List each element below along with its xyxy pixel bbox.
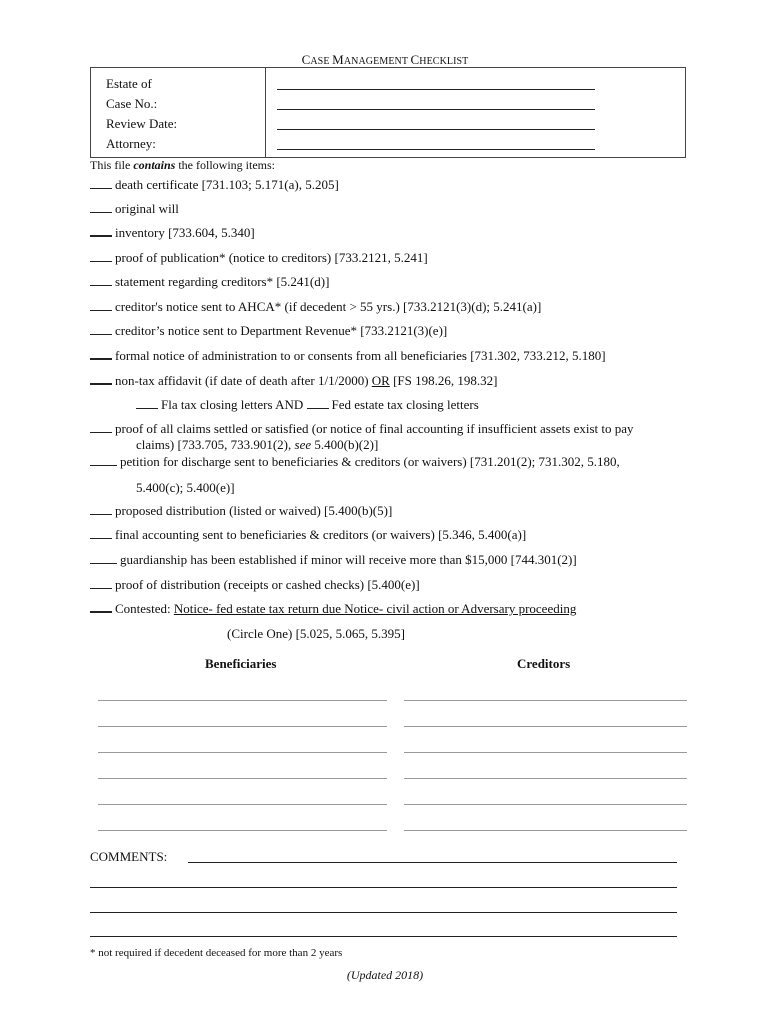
case-no-label: Case No.: [106, 96, 158, 111]
comments-line[interactable] [90, 936, 677, 937]
checkbox-blank[interactable] [90, 225, 112, 237]
creditor-line[interactable] [404, 752, 687, 753]
checkbox-blank[interactable] [90, 178, 112, 189]
item-original-will: original will [90, 201, 179, 217]
comments-label: COMMENTS: [90, 849, 168, 864]
item-contested: Contested: Notice- fed estate tax return due Notice- civil action or Adversary proceeding [90, 601, 576, 617]
page-title: CASE MANAGEMENT CHECKLIST [301, 52, 469, 67]
creditor-line[interactable] [404, 830, 687, 831]
item-statement-creditors: statement regarding creditors* [5.241(d)] [90, 274, 329, 290]
beneficiary-line[interactable] [98, 804, 387, 805]
attorney-field[interactable] [277, 149, 595, 150]
checkbox-blank[interactable] [90, 553, 117, 564]
item-guardianship: guardianship has been established if minor will receive more than $15,000 [744.301(2)] [90, 552, 577, 568]
item-proof-claims: proof of all claims settled or satisfied (or notice of final accounting if insufficient assets exist to pay [90, 421, 634, 437]
checkbox-blank[interactable] [90, 601, 112, 613]
review-date-label: Review Date: [106, 116, 178, 131]
creditor-line[interactable] [404, 700, 687, 701]
estate-field[interactable] [277, 89, 595, 90]
footnote: * not required if decedent deceased for more than 2 years [90, 947, 343, 959]
item-notice-ahca: creditor's notice sent to AHCA* (if decedent > 55 yrs.) [733.2121(3)(d); 5.241(a)] [90, 299, 541, 315]
item-proof-distribution: proof of distribution (receipts or cashed checks) [5.400(e)] [90, 577, 420, 593]
item-petition-discharge-cont: 5.400(c); 5.400(e)] [136, 480, 235, 495]
item-death-certificate: death certificate [731.103; 5.171(a), 5.205] [90, 177, 339, 193]
item-formal-notice: formal notice of administration to or consents from all beneficiaries [731.302, 733.212, 5.180] [90, 348, 606, 364]
item-non-tax-affidavit: non-tax affidavit (if date of death after 1/1/2000) OR [FS 198.26, 198.32] [90, 373, 497, 389]
updated-note: (Updated 2018) [346, 968, 424, 982]
checkbox-blank[interactable] [90, 422, 112, 433]
checkbox-blank[interactable] [90, 300, 112, 311]
checkbox-blank[interactable] [90, 373, 112, 385]
item-proof-publication: proof of publication* (notice to creditors) [733.2121, 5.241] [90, 250, 428, 266]
comments-line[interactable] [188, 862, 677, 863]
estate-row [91, 76, 685, 96]
checkbox-blank[interactable] [90, 504, 112, 515]
creditors-heading: Creditors [517, 656, 571, 671]
review-date-field[interactable] [277, 129, 595, 130]
beneficiaries-heading: Beneficiaries [205, 656, 277, 671]
attorney-row [91, 136, 685, 156]
checkbox-blank[interactable] [90, 455, 117, 466]
checkbox-blank[interactable] [90, 578, 112, 589]
case-info-box [90, 67, 686, 158]
checkbox-blank[interactable] [136, 398, 158, 409]
item-inventory: inventory [733.604, 5.340] [90, 225, 255, 241]
comments-line[interactable] [90, 912, 677, 913]
item-notice-revenue: creditor’s notice sent to Department Revenue* [733.2121(3)(e)] [90, 323, 447, 339]
item-tax-closing-letters: Fla tax closing letters AND Fed estate tax closing letters [136, 397, 479, 413]
item-final-accounting: final accounting sent to beneficiaries & creditors (or waivers) [5.346, 5.400(a)] [90, 527, 526, 543]
beneficiary-line[interactable] [98, 726, 387, 727]
creditor-line[interactable] [404, 778, 687, 779]
contested-options[interactable]: Notice- fed estate tax return due Notice- civil action or Adversary proceeding [173, 601, 577, 616]
beneficiary-line[interactable] [98, 778, 387, 779]
checkbox-blank[interactable] [90, 202, 112, 213]
checkbox-blank[interactable] [90, 528, 112, 539]
beneficiary-line[interactable] [98, 700, 387, 701]
beneficiary-line[interactable] [98, 830, 387, 831]
creditor-line[interactable] [404, 804, 687, 805]
estate-label: Estate of [106, 76, 152, 91]
item-proof-claims-cont: claims) [733.705, 733.901(2), see 5.400(b)(2)] [136, 437, 379, 452]
comments-line[interactable] [90, 887, 677, 888]
checkbox-blank[interactable] [90, 275, 112, 286]
item-proposed-distribution: proposed distribution (listed or waived) [5.400(b)(5)] [90, 503, 392, 519]
intro-text: This file contains the following items: [90, 158, 275, 172]
case-no-field[interactable] [277, 109, 595, 110]
checkbox-blank[interactable] [90, 348, 112, 360]
checkbox-blank[interactable] [90, 324, 112, 335]
beneficiary-line[interactable] [98, 752, 387, 753]
case-row [91, 96, 685, 116]
checkbox-blank[interactable] [90, 251, 112, 262]
item-petition-discharge: petition for discharge sent to beneficiaries & creditors (or waivers) [731.201(2); 731.302, 5.180, [90, 454, 620, 470]
creditor-line[interactable] [404, 726, 687, 727]
checkbox-blank[interactable] [307, 398, 329, 409]
circle-one-note: (Circle One) [5.025, 5.065, 5.395] [227, 626, 405, 641]
attorney-label: Attorney: [106, 136, 156, 151]
review-row [91, 116, 685, 136]
